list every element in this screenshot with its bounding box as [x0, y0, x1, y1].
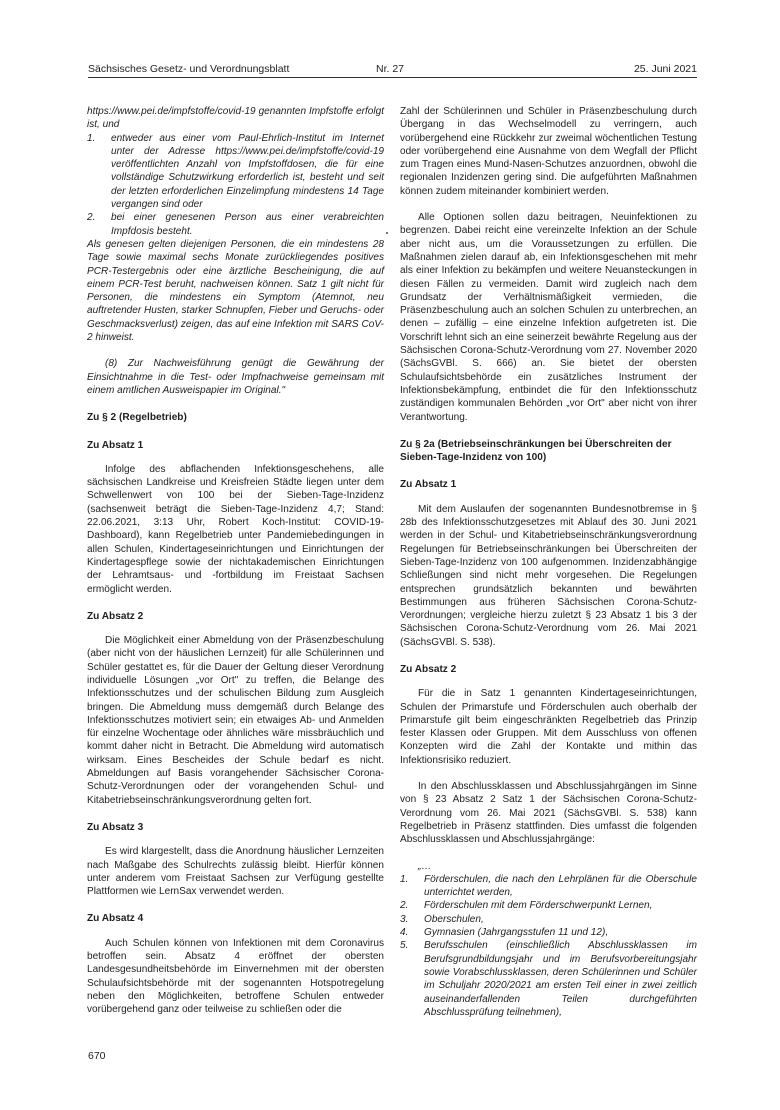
- subheading-abs1: Zu Absatz 1: [87, 439, 144, 451]
- list-text: Gymnasien (Jahrgangsstufen 11 und 12),: [424, 927, 609, 939]
- list-number: 2.: [87, 212, 96, 224]
- quote-open: „…: [418, 860, 432, 872]
- subheading-abs1: Zu Absatz 1: [400, 479, 457, 491]
- running-header-date: 25. Juni 2021: [633, 63, 697, 75]
- list-item: [400, 913, 697, 926]
- list-item: [400, 939, 697, 1019]
- subheading-abs2: Zu Absatz 2: [400, 663, 457, 675]
- list-item: [400, 926, 697, 939]
- list-item: [400, 873, 697, 900]
- list-number: 3.: [400, 913, 409, 925]
- paragraph-intro: https://www.pei.de/impfstoffe/covid-19 genannten Impfstoffe erfolgt ist, und: [87, 106, 384, 131]
- list-number: 1.: [87, 132, 96, 144]
- paragraph-genesen: Als genesen gelten diejenigen Personen, die ein mindestens 28 Tage sowie maximal sechs Monate zurückliegendes positives PCR-Testergebnis oder eine ärztliche Bescheinigung, die auf einem PCR-Test beruht, nachweisen können. Satz 1 gilt nicht für Personen, die mindestens ein Symptom (Atemnot, neu auftretender Husten, starker Schnupfen, Fieber und Geruchs- oder Geschmacksverlust) zeigen, das auf eine Infektion mit SARS CoV-2 hinweist.: [87, 238, 384, 344]
- list-item: [87, 211, 384, 238]
- list-item: [87, 132, 384, 212]
- list-number: 2.: [400, 900, 409, 912]
- margin-mark: [386, 232, 388, 234]
- section-heading-par2: Zu § 2 (Regelbetrieb): [87, 412, 187, 424]
- subheading-abs3: Zu Absatz 3: [87, 821, 144, 833]
- list-text: Förderschulen, die nach den Lehrplänen für die Oberschule unterrichtet werden,: [424, 873, 697, 899]
- list-number: 1.: [400, 873, 409, 885]
- paragraph-abs1: Mit dem Auslaufen der sogenannten Bundesnotbremse in § 28b des Infektionsschutzgesetzes mit Ablauf des 30. Juni 2021 werden in der Schul- und Kitabetriebseinschränkungsverordnung Regelungen für Betriebseinschränkungen bei Überschreiten der Sieben-Tage-Inzidenz von 100 aufgenommen. Inzidenzabhängige Schließungen sind nicht mehr vorgesehen. Die Regelungen entsprechen grundsätzlich bekannten und bewährten Bestimmungen aus früheren Sächsischen Corona-Schutz-Verordnungen; vergleiche hierzu zuletzt § 23 Absatz 1 bis 3 der Sächsischen Corona-Schutz-Verordnung vom 26. Mai 2021 (SächsGVBl. S. 538).: [400, 503, 697, 648]
- paragraph-abs8: (8) Zur Nachweisführung genügt die Gewährung der Einsichtnahme in die Test- oder Impfnachweise gemeinsam mit einem amtlichen Ausweispapier im Original.": [87, 358, 384, 396]
- proof-list: [87, 132, 384, 238]
- section-heading-par2a: Zu § 2a (Betriebseinschränkungen bei Überschreiten der Sieben-Tage-Inzidenz von 100): [400, 438, 672, 464]
- header-rule: [88, 77, 697, 78]
- list-text: Oberschulen,: [424, 913, 484, 925]
- paragraph-abs4: Auch Schulen können von Infektionen mit dem Coronavirus betroffen sein. Absatz 4 eröffnet der obersten Landesgesundheitsbehörde im Einvernehmen mit der obersten Schulaufsichtsbehörde mit der sogenannten Hotspotregelung neben den Möglichkeiten, betroffene Schulen entweder vorübergehend ganz oder teilweise zu schließen oder die: [87, 937, 384, 1016]
- subheading-abs4: Zu Absatz 4: [87, 913, 144, 925]
- paragraph-continued: Zahl der Schülerinnen und Schüler in Präsenzbeschulung durch Übergang in das Wechselmodell zu verringern, auch vorübergehend eine Rückkehr zur zweimal wöchentlichen Testung oder vorübergehend eine Ausnahme von dem Wegfall der Pflicht zum Tragen eines Mund-Nasen-Schutzes anzuordnen, obwohl die regionalen Inzidenzen gering sind. Die aufgeführten Maßnahmen können zudem miteinander kombiniert werden.: [400, 106, 697, 197]
- list-text: Förderschulen mit dem Förderschwerpunkt Lernen,: [424, 900, 653, 912]
- list-text: bei einer genesenen Person aus einer verabreichten Impfdosis besteht.: [111, 212, 384, 237]
- running-header-issue: Nr. 27: [376, 63, 405, 75]
- right-column: [400, 105, 697, 1019]
- running-header-publication: Sächsisches Gesetz- und Verordnungsblatt: [88, 63, 290, 75]
- school-type-list: [400, 873, 697, 1019]
- paragraph-abs1: Infolge des abflachenden Infektionsgeschehens, alle sächsischen Landkreise und Kreisfreien Städte liegen unter dem Schwellenwert von 100 bei der Sieben-Tage-Inzidenz (sachsenweit beträgt die Sieben-Tage-Inzidenz 4,7; Stand: 22.06.2021, 3:13 Uhr, Robert Koch-Institut: COVID-19-Dashboard), kann Regelbetrieb unter Pandemiebedingungen in allen Schulen, Kindertageseinrichtungen und Einrichtungen der Kindertagespflege sowie der nichtakademischen Einrichtungen der Lehramtsaus- und -fortbildung im Freistaat Sachsen ermöglicht werden.: [87, 463, 384, 595]
- left-column: [87, 105, 384, 1017]
- page-number: 670: [88, 1050, 106, 1062]
- paragraph-abs2: Die Möglichkeit einer Abmeldung von der Präsenzbeschulung (aber nicht von der häuslichen Lernzeit) für alle Schülerinnen und Schüler gestattet es, für die Dauer der Geltung dieser Verordnung individuelle Lösungen „vor Ort" zu treffen, die Belange des Infektionsschutzes und der schulischen Bildung zum Ausgleich bringen. Die Abmeldung muss demgemäß durch Belange des Infektionsschutzes motiviert sein; ein etwaiges Ab- und Anmelden für einzelne Wochentage oder ähnliches wäre missbräuchlich und kommt daher nicht in Betracht. Die Abmeldung wird automatisch wirksam. Eines Bescheides der Schule bedarf es nicht. Abmeldungen auf Basis vorangehender Sächsischer Corona-Schutz-Verordnungen oder der vorangehenden Schul- und Kitabetriebseinschränkungsverordnung gelten fort.: [87, 635, 384, 806]
- paragraph-abs3: Es wird klargestellt, dass die Anordnung häuslicher Lernzeiten nach Maßgabe des Schulrechts zulässig bleibt. Hierfür können unter anderem vom Freistaat Sachsen zur Verfügung gestellte Plattformen wie LernSax verwendet werden.: [87, 846, 384, 898]
- subheading-abs2: Zu Absatz 2: [87, 610, 144, 622]
- paragraph-abs2-b: In den Abschlussklassen und Abschlussjahrgängen im Sinne von § 23 Absatz 2 Satz 1 der Sächsischen Corona-Schutz-Verordnung vom 26. Mai 2021 (SächsGVBl. S. 538) kann Regelbetrieb in Präsenz stattfinden. Dies umfasst die folgenden Abschlussklassen und Abschlussjahrgänge:: [400, 781, 697, 846]
- list-text: entweder aus einer vom Paul-Ehrlich-Institut im Internet unter der Adresse https://www.pei.de/impfstoffe/covid-19 veröffentlichten Anzahl von Impfstoffdosen, die für eine vollständige Schutzwirkung erforderlich ist, besteht und seit der letzten erforderlichen Einzelimpfung mindestens 14 Tage vergangen sind oder: [111, 132, 384, 211]
- list-number: 4.: [400, 927, 409, 939]
- list-number: 5.: [400, 940, 409, 952]
- list-text: Berufsschulen (einschließlich Abschlussklassen im Berufsgrundbildungsjahr und im Berufsvorbereitungsjahr sowie Vorabschlussklassen, deren Schülerinnen und Schüler im Schuljahr 2020/2021 am ersten Teil einer in zwei zeitlich auseinanderfallenden Teilen durchgeführten Abschlussprüfung teilnehmen),: [424, 940, 697, 1018]
- paragraph-options: Alle Optionen sollen dazu beitragen, Neuinfektionen zu begrenzen. Dabei reicht eine vereinzelte Infektion an der Schule aber nicht aus, um die Voraussetzungen zu erfüllen. Die Maßnahmen zielen darauf ab, ein Infektionsgeschehen mit mehr als einer Infektion zu bekämpfen und weitere Neuansteckungen in diesen Fällen zu vermeiden. Damit wird zugleich nach dem Grundsatz der Verhältnismäßigkeit vermieden, die Präsenzbeschulung auch an solchen Schulen zu unterbrechen, an denen – zufällig – eine einzelne Infektion aufgetreten ist. Die Vorschrift lehnt sich an eine seinerzeit bewährte Regelung aus der Sächsischen Corona-Schutz-Verordnung vom 27. November 2020 (SächsGVBl. S. 666) an. Sie bietet der obersten Schulaufsichtsbehörde ein zusätzliches Instrument der Infektionsbekämpfung, entbindet die für den Infektionsschutz zuständigen kommunalen Behörden „vor Ort" aber nicht von ihrer Verantwortung.: [400, 212, 697, 423]
- paragraph-abs2-a: Für die in Satz 1 genannten Kindertageseinrichtungen, Schulen der Primarstufe und Förderschulen auch oberhalb der Primarstufe gilt beim eingeschränkten Regelbetrieb das Prinzip fester Klassen oder Gruppen. Mit dem Ausschluss von offenen Konzepten wird die Zahl der Kontakte und mithin das Infektionsrisiko reduziert.: [400, 688, 697, 766]
- list-item: [400, 899, 697, 912]
